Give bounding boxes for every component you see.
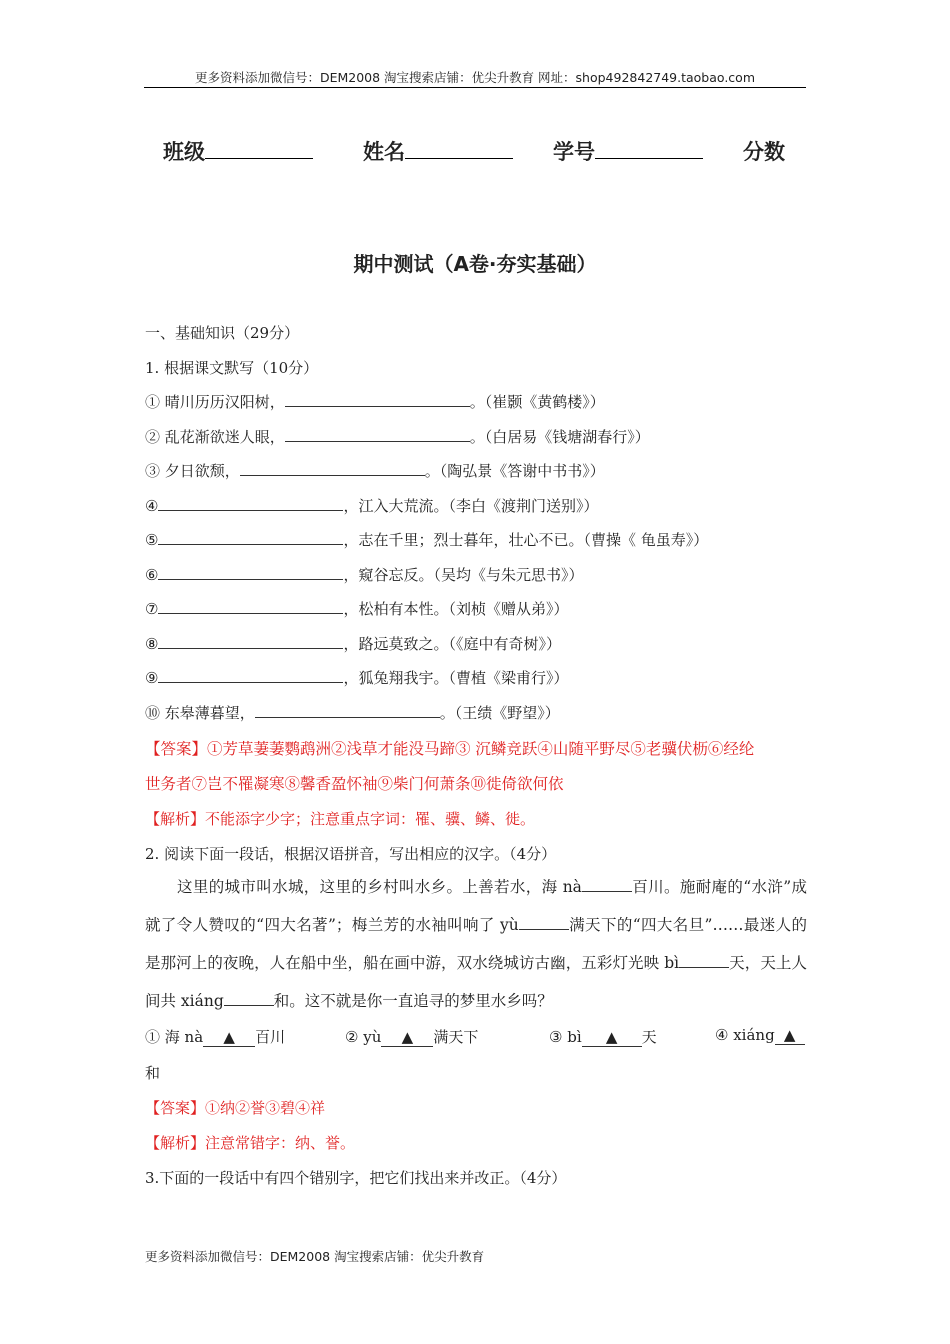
q1-item: ⑦ ，松柏有本性。（刘桢《赠从弟》） (145, 600, 569, 618)
section-heading: 一、基础知识（29分） (145, 324, 300, 342)
q2-option: ③ bì ▲ 天 (549, 1028, 657, 1046)
q1-item: ④ ，江入大荒流。（李白《渡荆门送别》） (145, 497, 599, 515)
q1-item: ⑧ ，路远莫致之。（《庭中有奇树》） (145, 635, 561, 653)
name-field: 姓名 (363, 136, 513, 166)
page-title: 期中测试（A卷·夯实基础） (353, 252, 597, 276)
q1-item: ⑨ ，狐兔翔我宇。（曹植《梁甫行》） (145, 669, 569, 687)
question-3-stem: 3.下面的一段话中有四个错别字，把它们找出来并改正。（4分） (145, 1169, 567, 1187)
header-divider (144, 87, 806, 88)
q1-answer-line-2: 世务者⑦岂不罹凝寒⑧馨香盈怀袖⑨柴门何萧条⑩徙倚欲何依 (145, 775, 564, 793)
q1-item: ③ 夕日欲颓， 。（陶弘景《答谢中书书》） (145, 462, 605, 480)
page-header: 更多资料添加微信号：DEM2008 淘宝搜索店铺：优尖升教育 网址：shop492842749.taobao.com (194, 70, 756, 85)
page-footer: 更多资料添加微信号：DEM2008 淘宝搜索店铺：优尖升教育 (145, 1249, 485, 1264)
q2-answer: 【答案】①纳②誉③碧④祥 (145, 1099, 326, 1117)
q1-answer-line-1: 【答案】①芳草萋萋鹦鹉洲②浅草才能没马蹄③ 沉鳞竞跃④山随平野尽⑤老骥伏枥⑥经纶 (145, 740, 755, 758)
q2-option: ② yù ▲ 满天下 (345, 1028, 479, 1046)
student-info-row (163, 136, 803, 166)
q1-item: ⑩ 东皋薄暮望， 。（王绩《野望》） (145, 704, 560, 722)
score-label: 分数 (743, 140, 785, 164)
question-2-stem: 2. 阅读下面一段话，根据汉语拼音，写出相应的汉字。（4分） (145, 845, 557, 863)
q1-item: ① 晴川历历汉阳树， 。（崔颢《黄鹤楼》） (145, 393, 605, 411)
q1-analysis: 【解析】不能添字少字；注意重点字词：罹、骥、鳞、徙。 (145, 810, 536, 828)
q2-passage: 这里的城市叫水城，这里的乡村叫水乡。上善若水，海 nà 百川。施耐庵的“水浒”成就了令人赞叹的“四大名著”；梅兰芳的水袖叫响了 yù 满天下的“四大名旦”……最迷人的是那河上的夜晚，人在船中坐，船在画中游，双水绕城访古幽，五彩灯光映 bì 天，天上人间共 xiáng 和。这不就是你一直追寻的梦里水乡吗？ (145, 878, 807, 1010)
q1-item: ⑥ ，窥谷忘反。（吴均《与朱元思书》） (145, 566, 584, 584)
question-1-stem: 1. 根据课文默写（10分） (145, 359, 319, 377)
q1-item: ⑤ ，志在千里；烈士暮年，壮心不已。（曹操《 龟虽寿》） (145, 531, 709, 549)
q1-item: ② 乱花渐欲迷人眼， 。（白居易《钱塘湖春行》） (145, 428, 650, 446)
q2-option: ④ xiáng ▲ (715, 1026, 805, 1045)
class-field: 班级 (163, 136, 313, 166)
q2-analysis: 【解析】注意常错字：纳、誉。 (145, 1134, 356, 1152)
q2-option-wrap: 和 (145, 1064, 161, 1082)
q2-option: ① 海 nà ▲ 百川 (145, 1028, 286, 1046)
student-id-field: 学号 (553, 136, 703, 166)
